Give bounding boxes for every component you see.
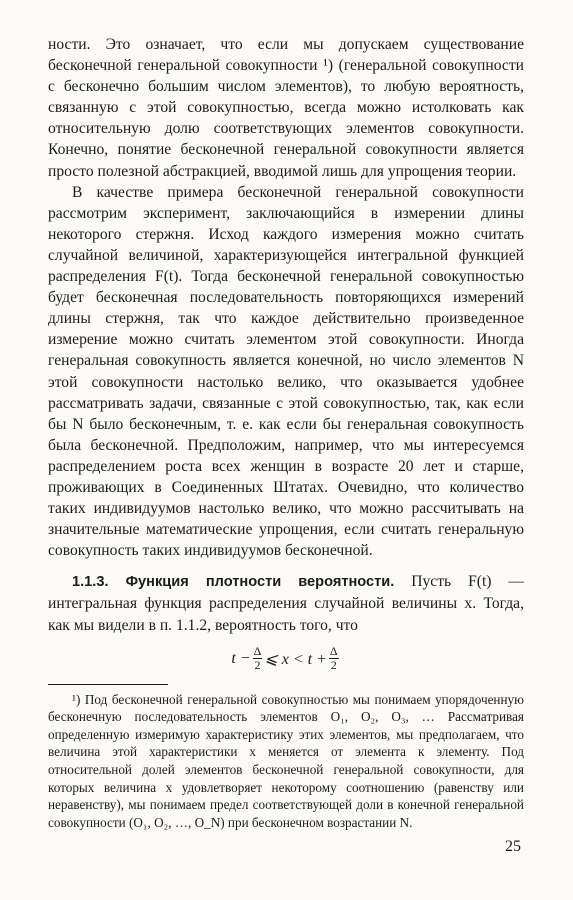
fraction-1	[253, 645, 263, 672]
formula-left: t −	[231, 649, 251, 667]
formula-middle: ⩽ x < t +	[264, 650, 327, 668]
footnote-rule	[48, 684, 168, 685]
page-number: 25	[505, 838, 521, 855]
fraction-1-numerator: Δ	[253, 644, 262, 659]
paragraph-1: ности. Это означает, что если мы допускаем существование бесконечной генеральной совокупности ¹) (генеральной совокупности с бесконечно большим числом элементов), то любую вероятность, связанную с этой совокупностью, всегда можно истолковать как относительную долю соответствующих элементов совокупности. Конечно, понятие бесконечной генеральной совокупности является просто полезной абстракцией, вводимой лишь для упрощения теории.	[48, 36, 524, 180]
footnote: ¹) Под бесконечной генеральной совокупностью мы понимаем упорядоченную бесконечную последовательность элементов O₁, O₂, O₃, … Рассматривая определенную измеримую характеристику этих элементов, мы предполагаем, что величина этой характеристики x меняется от элемента к элементу. Под относительной долей элементов бесконечной генеральной совокупности, для которых величина x удовлетворяет некоторому соотношению (равенству или неравенству), мы понимаем предел соответствующей доли в конечной генеральной совокупности (O₁, O₂, …, O_N) при бесконечном возрастании N.	[48, 691, 524, 830]
fraction-2-numerator: Δ	[329, 644, 338, 659]
fraction-1-denominator: 2	[254, 658, 261, 673]
fraction-2-denominator: 2	[330, 658, 337, 673]
section-text: Пусть F(t) — интегральная функция распределения случайной величины x. Тогда, как мы видели в п. 1.1.2, вероятность того, что	[48, 573, 524, 634]
fraction-2	[329, 645, 339, 672]
page-body	[48, 34, 524, 831]
paragraph-2: В качестве примера бесконечной генеральной совокупности рассмотрим эксперимент, заключающийся в измерении длины некоторого стержня. Исход каждого измерения можно считать случайной величиной, характеризующейся интегральной функцией распределения F(t). Тогда бесконечной генеральной совокупностью будет бесконечная последовательность повторяющихся измерений длины стержня, так что каждое действительно произведенное измерение можно считать элементом этой совокупности. Иногда генеральная совокупность является конечной, но число элементов N этой совокупности настолько велико, что оказывается удобнее рассматривать задачи, связанные с этой совокупностью, так, как если бы N было бесконечным, т. е. как если бы генеральная совокупность была бесконечной. Предположим, например, что мы интересуемся распределением роста всех женщин в возрасте 20 лет и старше, проживающих в Соединенных Штатах. Очевидно, что количество таких индивидуумов настолько велико, что можно рассчитывать на значительные математические упрощения, если считать генеральную совокупность таких индивидуумов бесконечной.	[48, 183, 524, 560]
inequality-formula	[48, 642, 524, 676]
section-1-1-3	[48, 571, 524, 635]
section-heading: 1.1.3. Функция плотности вероятности.	[72, 574, 395, 591]
